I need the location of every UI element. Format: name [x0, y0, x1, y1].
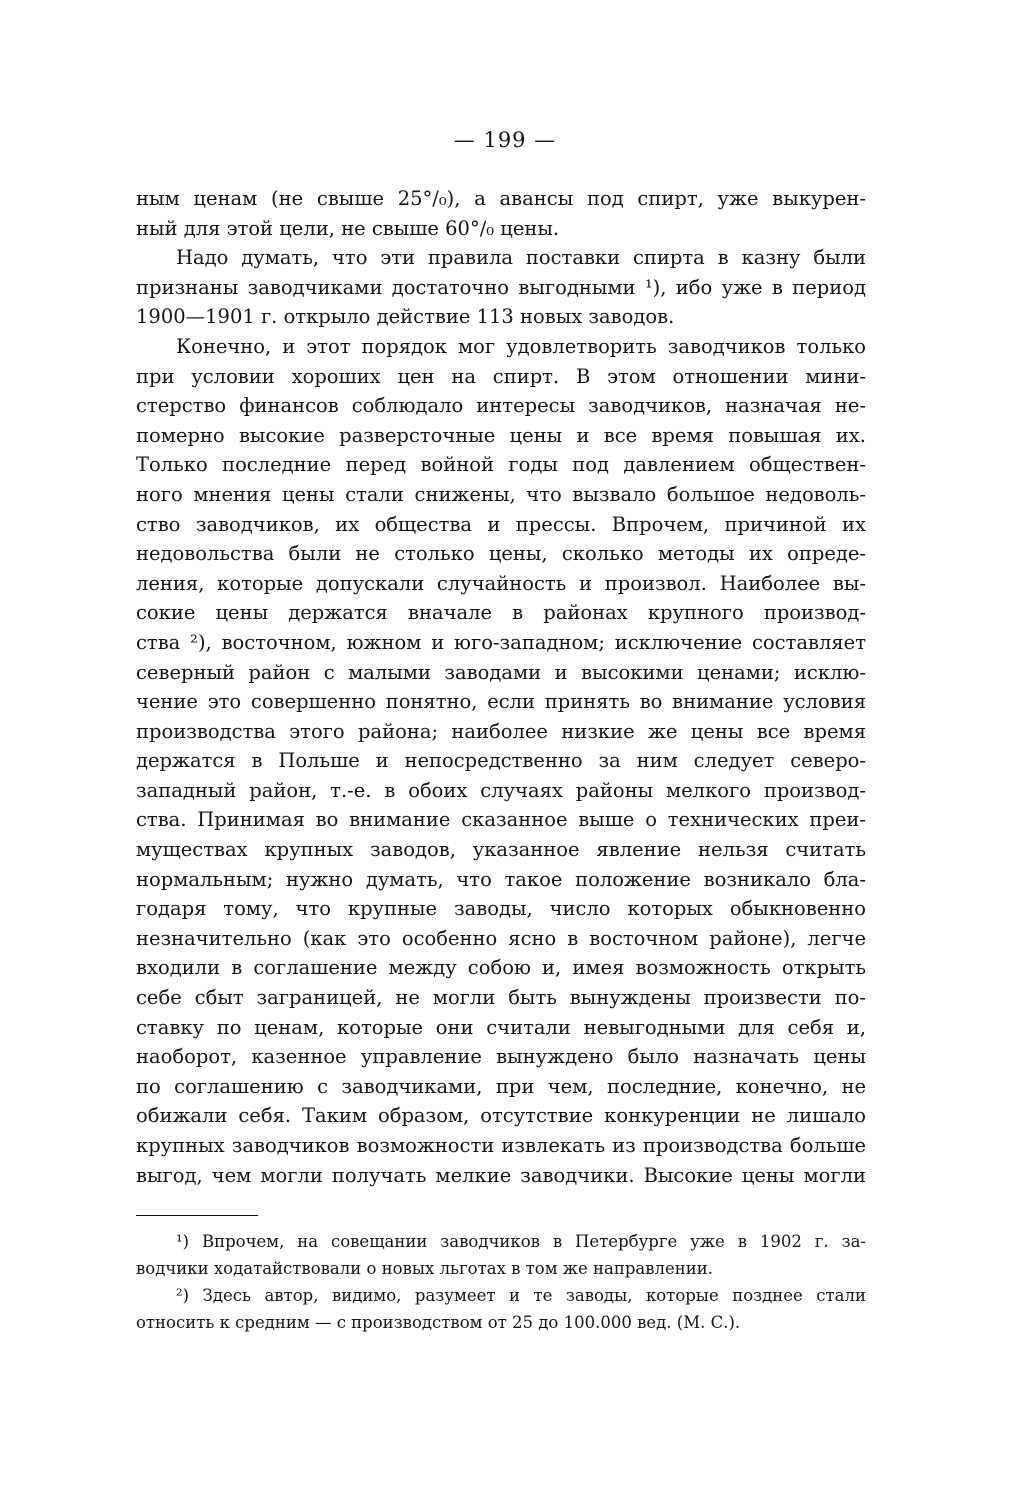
- body-line: годаря тому, что крупные заводы, число которых обыкновенно: [136, 897, 866, 921]
- body-line: ным ценам (не свыше 25°/₀), а авансы под спирт, уже выкурен-: [136, 187, 866, 210]
- body-line: Надо думать, что эти правила поставки спирта в казну были: [176, 246, 866, 270]
- body-text: [136, 184, 866, 1190]
- body-line: стерство финансов соблюдало интересы заводчиков, назначая не-: [136, 394, 866, 418]
- body-line: выгод, чем могли получать мелкие заводчики. Высокие цены могли: [136, 1163, 866, 1187]
- body-line: сокие цены держатся вначале в районах крупного производ-: [136, 601, 866, 625]
- body-line: при условии хороших цен на спирт. В этом отношении мини-: [136, 364, 866, 388]
- footnote-line: ¹) Впрочем, на совещании заводчиков в Петербурге уже в 1902 г. за-: [176, 1232, 866, 1251]
- body-line: ства. Принимая во внимание сказанное выше о технических преи-: [136, 808, 866, 832]
- body-line: производства этого района; наиболее низкие же цены все время: [136, 719, 866, 743]
- body-line: западный район, т.-е. в обоих случаях районы мелкого производ-: [136, 778, 866, 802]
- body-line: наоборот, казенное управление вынуждено было назначать цены: [136, 1045, 866, 1069]
- body-line: северный район с малыми заводами и высокими ценами; исклю-: [136, 660, 866, 684]
- body-line: недовольства были не столько цены, сколько методы их опреде-: [136, 542, 866, 566]
- body-line: ства ²), восточном, южном и юго-западном; исключение составляет: [136, 630, 866, 654]
- body-line: муществах крупных заводов, указанное явление нельзя считать: [136, 838, 866, 862]
- body-line: крупных заводчиков возможности извлекать из производства больше: [136, 1134, 866, 1157]
- body-line: себе сбыт заграницей, не могли быть вынуждены произвести по-: [136, 986, 866, 1010]
- body-line: нормальным; нужно думать, что такое положение возникало бла-: [136, 867, 866, 891]
- body-line: Только последние перед войной годы под давлением обществен-: [136, 453, 866, 477]
- body-line: ство заводчиков, их общества и прессы. Впрочем, причиной их: [136, 512, 866, 536]
- body-line: держатся в Польше и непосредственно за ним следует северо-: [136, 749, 866, 773]
- body-line: ный для этой цели, не свыше 60°/₀ цены.: [136, 216, 560, 240]
- body-line: чение это совершенно понятно, если принять во внимание условия: [136, 690, 866, 714]
- body-line: 1900—1901 г. открыло действие 113 новых заводов.: [136, 305, 675, 329]
- body-line: по соглашению с заводчиками, при чем, последние, конечно, не: [136, 1074, 866, 1098]
- body-line: признаны заводчиками достаточно выгодными ¹), ибо уже в период: [136, 275, 866, 299]
- footnote-divider: [136, 1215, 258, 1216]
- body-line: ного мнения цены стали снижены, что вызвало большое недоволь-: [136, 482, 866, 506]
- footnote-line: водчики ходатайствовали о новых льготах в том же направлении.: [136, 1259, 713, 1278]
- body-line: ставку по ценам, которые они считали невыгодными для себя и,: [136, 1015, 866, 1039]
- body-line: входили в соглашение между собою и, имея возможность открыть: [136, 956, 866, 980]
- body-line: обижали себя. Таким образом, отсутствие конкуренции не лишало: [136, 1104, 866, 1128]
- body-line: померно высокие разверсточные цены и все время повышая их.: [136, 423, 866, 447]
- footnote-line: ²) Здесь автор, видимо, разумеет и те заводы, которые позднее стали: [176, 1286, 866, 1305]
- footnotes: [136, 1228, 866, 1336]
- body-line: незначительно (как это особенно ясно в восточном районе), легче: [136, 926, 866, 950]
- footnote-line: относить к средним — с производством от 25 до 100.000 вед. (М. С.).: [136, 1313, 741, 1332]
- page-number: — 199 —: [453, 128, 557, 152]
- body-line: Конечно, и этот порядок мог удовлетворить заводчиков только: [176, 334, 866, 358]
- body-line: ления, которые допускали случайность и произвол. Наиболее вы-: [136, 571, 866, 595]
